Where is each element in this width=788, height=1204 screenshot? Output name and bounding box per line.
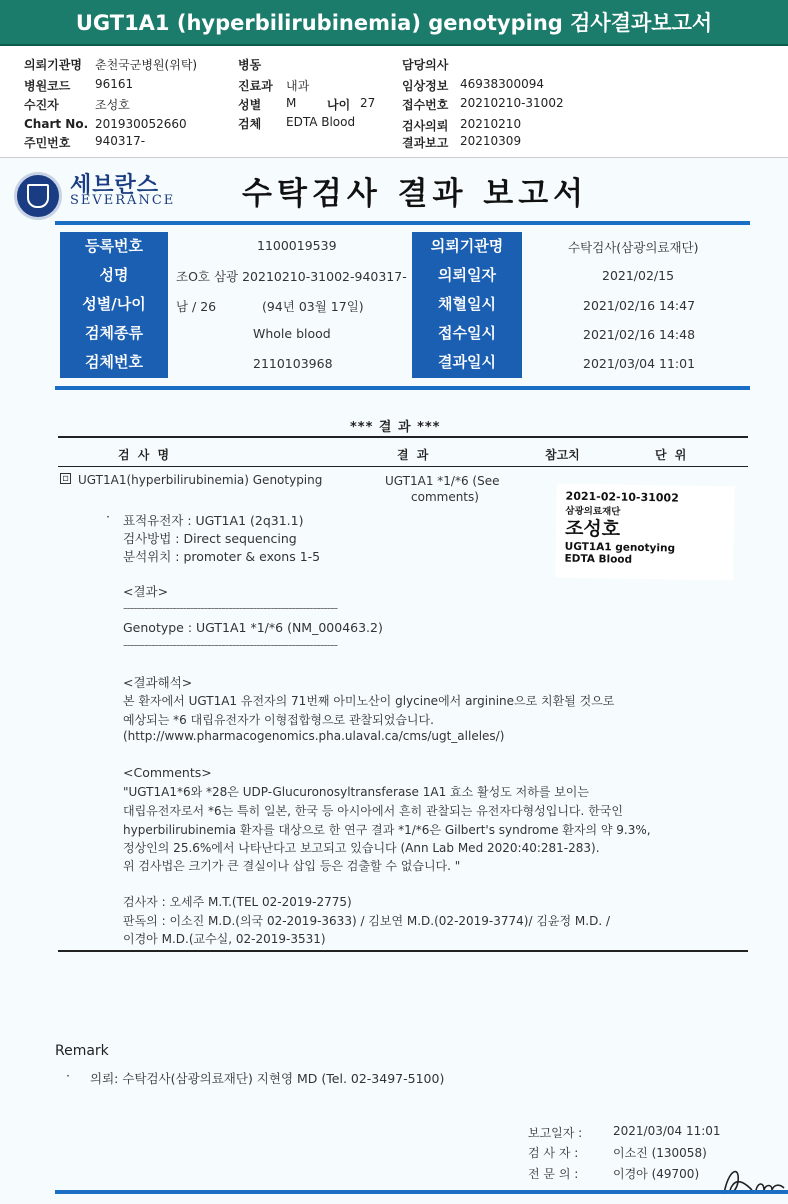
- meta-panel: [0, 48, 788, 158]
- info-value: 조O호 삼광 20210210-31002-940317-: [176, 269, 407, 284]
- meta-value: 46938300094: [460, 77, 544, 91]
- info-value: (94년 03월 17일): [262, 299, 364, 314]
- footer-label: 전 문 의 :: [528, 1167, 579, 1181]
- meta-value: 내과: [286, 79, 310, 93]
- report-title: 수탁검사 결과 보고서: [242, 176, 589, 212]
- info-value: 수탁검사(삼광의료재단): [568, 240, 699, 255]
- meta-value: 20210210-31002: [460, 96, 564, 110]
- footer-label: 검 사 자 :: [528, 1146, 579, 1160]
- severance-logo-icon: [14, 172, 62, 220]
- footer-value: 2021/03/04 11:01: [613, 1124, 721, 1138]
- comment-line: 정상인의 25.6%에서 나타난다고 보고되고 있습니다 (Ann Lab Med 2020:40:281-283).: [123, 841, 600, 855]
- info-label: 검체종류: [85, 324, 143, 342]
- info-label: 결과일시: [438, 353, 496, 371]
- dash-line: -------------------------------------------------------------: [123, 637, 338, 652]
- mid-rule: [55, 386, 750, 390]
- meta-label: 병동: [238, 58, 262, 72]
- sticker-line: UGT1A1 genotying: [564, 540, 676, 555]
- detail-line: 분석위치 : promoter & exons 1-5: [123, 549, 321, 564]
- table-header-line: [58, 466, 748, 467]
- info-label: 성별/나이: [82, 295, 146, 313]
- meta-label: 의뢰기관명: [24, 58, 82, 72]
- staff-line: 이경아 M.D.(교수실, 02-2019-3531): [123, 932, 326, 946]
- meta-value: 춘천국군병원(위탁): [95, 58, 198, 72]
- sticker-line: 2021-02-10-31002: [565, 489, 679, 505]
- dash-line: -------------------------------------------------------------: [123, 600, 338, 615]
- interpretation-line: 예상되는 *6 대립유전자가 이형접합형으로 관찰되었습니다.: [123, 713, 434, 727]
- checkbox-icon: ▫: [60, 473, 71, 484]
- interpretation-line: 본 환자에서 UGT1A1 유전자의 71번째 아미노산이 glycine에서 arginine으로 치환될 것으로: [123, 694, 615, 708]
- meta-value: EDTA Blood: [286, 115, 356, 129]
- info-label: 의뢰일자: [438, 266, 496, 284]
- meta-value: 940317-: [95, 134, 146, 148]
- info-value: 2021/02/16 14:48: [583, 327, 696, 342]
- comments-label: <Comments>: [123, 765, 212, 780]
- meta-value: 20210210: [460, 117, 522, 131]
- info-label: 의뢰기관명: [430, 237, 504, 255]
- comment-line: "UGT1A1*6와 *28은 UDP-Glucuronosyltransferase 1A1 효소 활성도 저하를 보이는: [123, 785, 589, 799]
- remark-line: 의뢰: 수탁검사(삼광의료재단) 지현영 MD (Tel. 02-3497-5100): [90, 1071, 445, 1086]
- interpretation-label: <결과해석>: [123, 675, 193, 690]
- meta-label: 결과보고: [402, 136, 449, 150]
- test-name: UGT1A1(hyperbilirubinemia) Genotyping: [78, 473, 323, 487]
- meta-label: 접수번호: [402, 98, 449, 112]
- logo-korean: 세브란스: [70, 173, 160, 198]
- meta-value: M: [286, 96, 297, 110]
- header-unit: 단 위: [655, 448, 689, 462]
- header-test-name: 검 사 명: [118, 448, 172, 462]
- staff-line: 판독의 : 이소진 M.D.(의국 02-2019-3633) / 김보연 M.D.(02-2019-3774)/ 김윤정 M.D. /: [123, 914, 611, 928]
- detail-line: 검사방법 : Direct sequencing: [123, 531, 297, 546]
- meta-label: 담당의사: [402, 58, 449, 72]
- meta-value: 20210309: [460, 134, 522, 148]
- header-result: 결 과: [397, 448, 431, 462]
- comment-line: 대립유전자로서 *6는 특히 일본, 한국 등 아시아에서 흔히 관찰되는 유전자다형성입니다. 한국인: [123, 804, 623, 818]
- sticker-line: 삼광의료재단: [565, 505, 621, 518]
- comment-line: 위 검사법은 크기가 큰 결실이나 삽입 등은 검출할 수 없습니다. ": [123, 859, 461, 873]
- meta-value: 조성호: [95, 98, 130, 112]
- info-value: 남 / 26: [176, 299, 217, 314]
- table-top-line: [58, 436, 748, 438]
- meta-label: 병원코드: [24, 79, 71, 93]
- header-reference: 참고치: [545, 448, 580, 462]
- staff-line: 검사자 : 오세주 M.T.(TEL 02-2019-2775): [123, 895, 352, 909]
- footer-value: 이경아 (49700): [613, 1167, 700, 1181]
- comment-line: hyperbilirubinemia 환자를 대상으로 한 연구 결과 *1/*6은 Gilbert's syndrome 환자의 약 9.3%,: [123, 823, 651, 837]
- meta-label: 임상정보: [402, 79, 449, 93]
- meta-label: 검체: [238, 117, 262, 131]
- meta-label: 주민번호: [24, 136, 71, 150]
- detail-line: 표적유전자 : UGT1A1 (2q31.1): [123, 513, 304, 528]
- info-value: 2021/02/16 14:47: [583, 298, 696, 313]
- signature-icon: [718, 1160, 788, 1200]
- meta-label: 성별: [238, 98, 262, 112]
- info-value: 1100019539: [257, 238, 337, 253]
- info-value: 2021/02/15: [602, 268, 675, 283]
- genotype-line: Genotype : UGT1A1 *1/*6 (NM_000463.2): [123, 620, 383, 635]
- interpretation-line: (http://www.pharmacogenomics.pha.ulaval.ca/cms/ugt_alleles/): [123, 729, 505, 743]
- bottom-rule: [55, 1190, 788, 1194]
- info-label: 검체번호: [85, 353, 143, 371]
- report-header: UGT1A1 (hyperbilirubinemia) genotyping 검사결과보고서: [0, 0, 788, 46]
- results-title: *** 결 과 ***: [350, 420, 441, 435]
- meta-value: 96161: [95, 77, 134, 91]
- info-label: 성명: [99, 266, 129, 284]
- meta-value: 201930052660: [95, 117, 187, 131]
- meta-label: Chart No.: [24, 117, 89, 131]
- info-label: 접수일시: [438, 324, 496, 342]
- logo-english: SEVERANCE: [70, 193, 176, 208]
- top-rule: [55, 221, 750, 225]
- info-value: Whole blood: [253, 326, 331, 341]
- remark-title: Remark: [55, 1043, 109, 1059]
- meta-value: 27: [360, 96, 376, 110]
- meta-label: 나이: [327, 98, 351, 112]
- meta-label: 진료과: [238, 79, 273, 93]
- footer-value: 이소진 (130058): [613, 1146, 707, 1160]
- specimen-label-sticker: [555, 483, 735, 580]
- info-value: 2021/03/04 11:01: [583, 356, 696, 371]
- meta-label: 검사의뢰: [402, 119, 449, 133]
- result-value-line2: comments): [411, 490, 479, 504]
- info-label: 등록번호: [85, 237, 143, 255]
- footer-label: 보고일자 :: [528, 1126, 583, 1140]
- sticker-patient-name: 조성호: [564, 517, 621, 541]
- info-value: 2110103968: [253, 356, 333, 371]
- info-label: 채혈일시: [438, 295, 496, 313]
- meta-label: 수진자: [24, 98, 59, 112]
- bullet: ·: [66, 1068, 70, 1083]
- table-bottom-line: [58, 950, 748, 952]
- bullet: ·: [106, 509, 110, 524]
- sticker-line: EDTA Blood: [564, 552, 633, 566]
- result-section-label: <결과>: [123, 584, 169, 599]
- result-value-line1: UGT1A1 *1/*6 (See: [385, 474, 500, 488]
